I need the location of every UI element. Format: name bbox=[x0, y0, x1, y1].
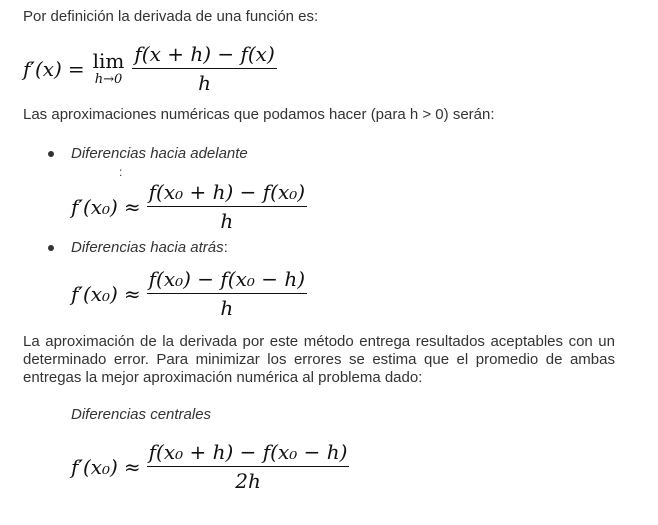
central-lhs: f′(x₀) bbox=[71, 454, 118, 479]
backward-denominator: h bbox=[220, 296, 234, 321]
definition-fraction bbox=[132, 42, 276, 95]
bullet-backward bbox=[48, 245, 54, 251]
limit-subscript: h→0 bbox=[94, 72, 123, 88]
forward-formula bbox=[71, 180, 307, 233]
forward-approx: ≈ bbox=[123, 194, 141, 219]
central-fraction bbox=[147, 440, 350, 493]
central-denominator: 2h bbox=[235, 469, 261, 494]
definition-equals: = bbox=[67, 56, 85, 81]
approximations-intro: Las aproximaciones numéricas que podamos hacer (para h > 0) serán: bbox=[23, 106, 495, 123]
backward-numerator: f(x₀) − f(x₀ − h) bbox=[148, 267, 306, 291]
intro-text: Por definición la derivada de una función es: bbox=[23, 8, 319, 25]
derivative-definition-formula bbox=[23, 42, 277, 95]
forward-colon: : bbox=[119, 165, 123, 179]
forward-lhs: f′(x₀) bbox=[71, 194, 118, 219]
central-formula bbox=[71, 440, 349, 493]
bullet-forward bbox=[48, 151, 54, 157]
backward-fraction bbox=[147, 267, 307, 320]
central-label: Diferencias centrales bbox=[71, 406, 212, 423]
definition-numerator: f(x + h) − f(x) bbox=[134, 42, 275, 66]
backward-lhs: f′(x₀) bbox=[71, 281, 118, 306]
limit-word: lim bbox=[92, 49, 125, 74]
definition-denominator: h bbox=[198, 71, 211, 96]
central-approx: ≈ bbox=[123, 454, 141, 479]
forward-fraction bbox=[147, 180, 307, 233]
forward-label: Diferencias hacia adelante bbox=[71, 145, 248, 162]
definition-lhs: f′(x) bbox=[23, 56, 62, 81]
central-numerator: f(x₀ + h) − f(x₀ − h) bbox=[148, 440, 348, 464]
explanation-paragraph: La aproximación de la derivada por este método entrega resultados aceptables con un determinado error. Para minimizar los errores se estima que el promedio de ambas entregas la mejor aproximación numérica al problema dado: bbox=[23, 333, 615, 386]
backward-label: Diferencias hacia atrás bbox=[71, 239, 224, 256]
limit-operator bbox=[93, 51, 125, 86]
backward-formula bbox=[71, 267, 307, 320]
backward-colon: : bbox=[223, 239, 228, 256]
backward-label-line bbox=[71, 239, 228, 257]
forward-denominator: h bbox=[220, 209, 234, 234]
forward-numerator: f(x₀ + h) − f(x₀) bbox=[148, 180, 306, 204]
backward-approx: ≈ bbox=[123, 281, 141, 306]
